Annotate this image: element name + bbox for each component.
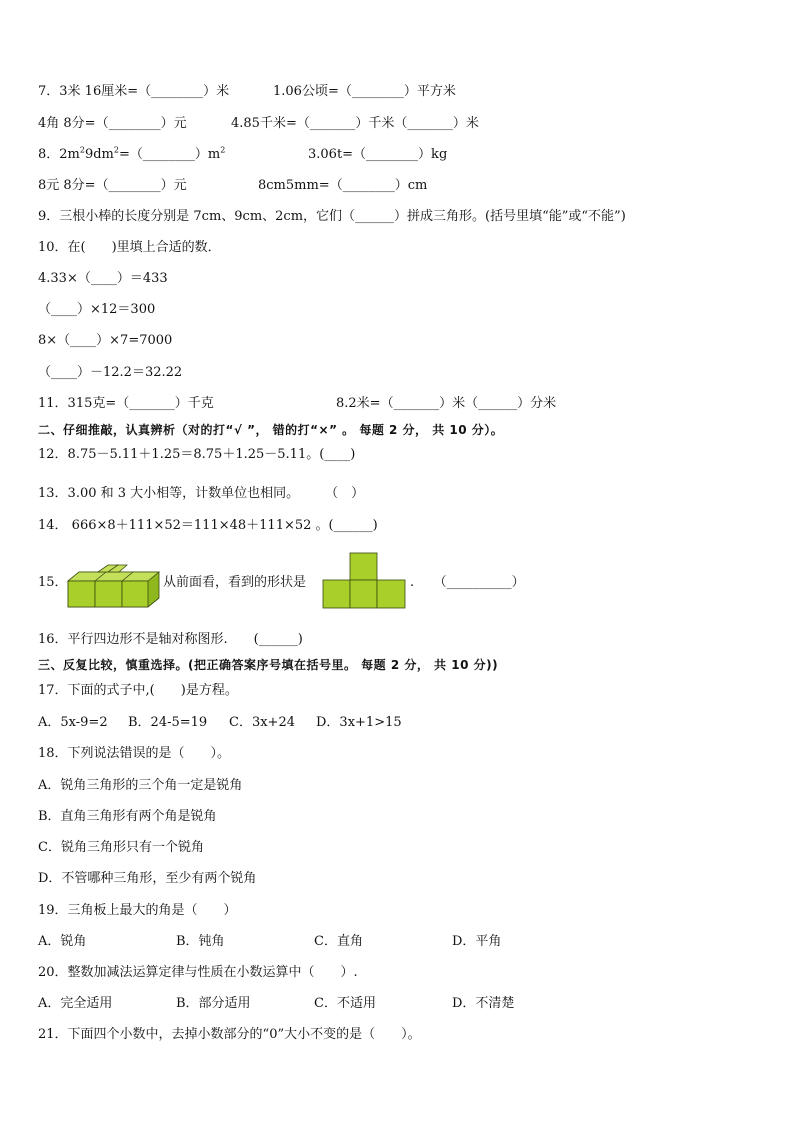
q10-text: 10．在( )里填上合适的数． [38,240,221,255]
q11-item-2: 8.2米=（_______）米（______）分米 [336,396,557,411]
q20-option-d: D．不清楚 [452,996,515,1011]
q8-item-1: 8．$2m^29dm^2=(\_\_\_\_\_\_\_\_)m^2$ [38,145,226,162]
q17-option-a: A．5x-9=2 [38,715,108,730]
q18-text: 18．下列说法错误的是（ ）。 [38,746,231,761]
q7-item-4: 4.85千米=（_______）千米（_______）米 [231,116,479,131]
q15-text: 从前面看，看到的形状是 [163,575,307,590]
q19-option-d: D．平角 [452,934,502,949]
q19-option-b: B．钝角 [176,934,225,949]
q18-option-a: A．锐角三角形的三个角一定是锐角 [38,778,243,793]
q20-option-b: B．部分适用 [176,996,251,1011]
q11-item-1: 11．315克=（_______）千克 [38,396,214,411]
q10-item-1: 4.33×（____）＝433 [38,271,168,286]
cube-stack-figure [66,561,162,609]
q15-answer-blank: . （__________） [410,575,525,590]
front-view-shape [322,552,406,609]
q7-item-3: 4角 8分=（________）元 [38,116,187,131]
q13-text: 13．3.00 和 3 大小相等，计数单位也相同。 （ ） [38,486,365,501]
q19-option-c: C．直角 [314,934,363,949]
q8-item-2: 3.06t=（________）kg [308,147,448,162]
q8-item-4: 8cm5mm=（________）cm [258,178,428,193]
q8-item-3: 8元 8分=（________）元 [38,178,187,193]
q7-item-2: 1.06公顷=（________）平方米 [273,84,456,99]
q19-text: 19．三角板上最大的角是（ ） [38,903,237,918]
q16-text: 16．平行四边形不是轴对称图形. (______) [38,632,303,647]
q20-text: 20．整数加减法运算定律与性质在小数运算中（ ）. [38,965,358,980]
q15-number: 15． [38,575,68,590]
q14-text: 14． 666×8＋111×52＝111×48＋111×52 。(______) [38,518,378,533]
q21-text: 21．下面四个小数中，去掉小数部分的“0”大小不变的是（ ）。 [38,1027,421,1042]
q20-option-a: A．完全适用 [38,996,113,1011]
q10-item-4: （____）－12.2＝32.22 [38,365,183,380]
q12-text: 12．8.75－5.11＋1.25＝8.75＋1.25－5.11。(____) [38,447,356,462]
q9-text: 9．三根小棒的长度分别是 7cm、9cm、2cm，它们（______）拼成三角形。(括号里填“能”或“不能”) [38,209,626,224]
q18-option-c: C．锐角三角形只有一个锐角 [38,840,204,855]
q17-text: 17．下面的式子中,( )是方程。 [38,683,238,698]
q19-option-a: A．锐角 [38,934,87,949]
q18-option-d: D．不管哪种三角形，至少有两个锐角 [38,871,257,886]
q20-option-c: C．不适用 [314,996,376,1011]
q18-option-b: B．直角三角形有两个角是锐角 [38,809,217,824]
q10-item-2: （____）×12＝300 [38,302,156,317]
q10-item-3: 8×（____）×7=7000 [38,333,173,348]
section-3-heading: 三、反复比较，慎重选择。(把正确答案序号填在括号里。 每题 2 分， 共 10 分)) [38,658,499,672]
q17-option-c: C．3x+24 [229,715,295,730]
q17-option-b: B．24-5=19 [128,715,208,730]
q7-item-1: 7．3米 16厘米=（________）米 [38,84,230,99]
section-2-heading: 二、仔细推敲，认真辨析（对的打“√ ”， 错的打“×” 。 每题 2 分， 共 10 分）。 [38,423,504,437]
q17-option-d: D．3x+1>15 [316,715,402,730]
